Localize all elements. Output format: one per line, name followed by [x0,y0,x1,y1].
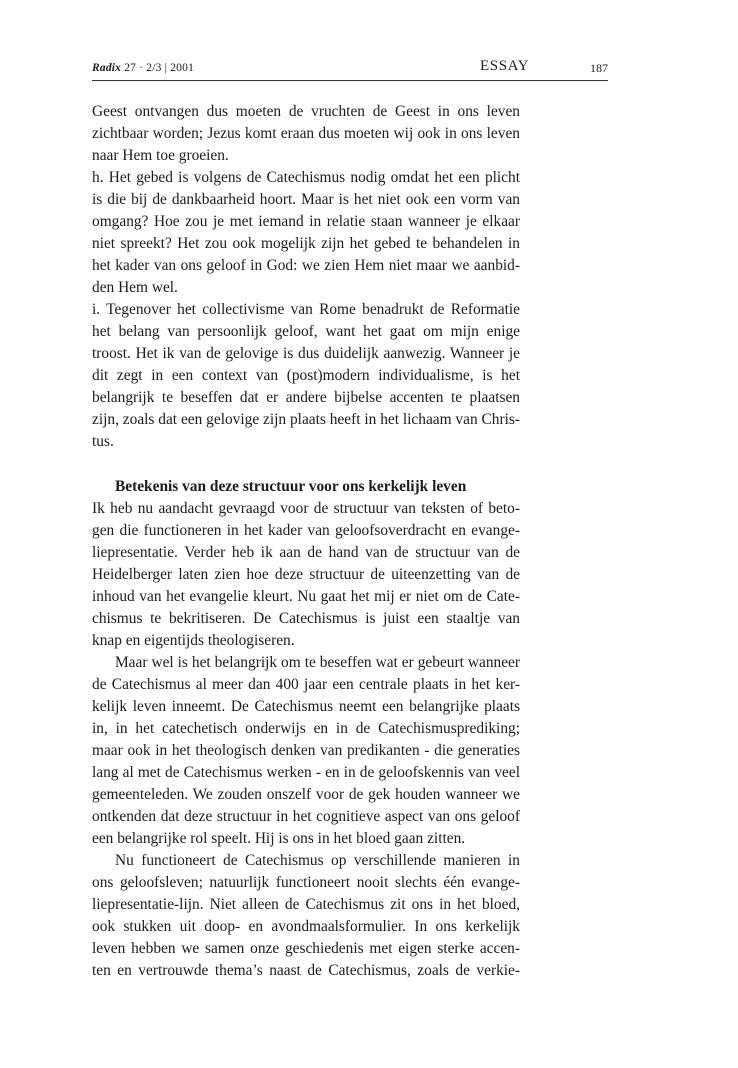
text-line: het kader van ons geloof in God: we zien Hem niet maar we aanbid- [92,257,520,274]
text-line: ten en vertrouwde thema’s naast de Catechismus, zoals de verkie- [92,962,520,979]
text-line: Maar wel is het belangrijk om te beseffen wat er gebeurt wanneer [115,654,520,671]
text-line: inhoud van het evangelie kleurt. Nu gaat het mij er niet om de Cate- [92,588,520,605]
text-line: liepresentatie-lijn. Niet alleen de Catechismus zit ons in het bloed, [92,896,520,913]
paragraph [92,498,520,652]
text-line: ons geloofsleven; natuurlijk functioneert nooit slechts één evange- [92,874,520,891]
text-line: zichtbaar worden; Jezus komt eraan dus moeten wij ook in ons leven [92,125,520,142]
text-line: het belang van persoonlijk geloof, want het gaat om mijn enige [92,323,520,340]
section-label: ESSAY [480,58,530,74]
text-line: maar ook in het theologisch denken van predikanten - die generaties [92,742,520,759]
text-line: liepresentatie. Verder heb ik aan de hand van de structuur van de [92,544,520,561]
journal-citation [92,62,194,74]
paragraph [92,101,520,167]
text-line: Geest ontvangen dus moeten de vruchten de Geest in ons leven [92,103,520,120]
text-line: in, in het catechetisch onderwijs en in de Catechismusprediking; [92,720,520,737]
text-line: belangrijk te beseffen dat er andere bijbelse accenten te plaatsen [92,389,520,406]
text-line: tus. [92,433,114,450]
text-line: ook stukken uit doop- en avondmaalsformulier. In ons kerkelijk [92,918,520,935]
paragraph [92,299,520,453]
text-line: i. Tegenover het collectivisme van Rome benadrukt de Reformatie [92,301,520,318]
text-line: naar Hem toe groeien. [92,147,229,164]
text-line: is die bij de dankbaarheid hoort. Maar is het niet ook een vorm van [92,191,520,208]
text-line: knap en eigentijds theologiseren. [92,632,295,649]
text-line: troost. Het ik van de gelovige is dus duidelijk aanwezig. Wanneer je [92,345,520,362]
text-line: de Catechismus al meer dan 400 jaar een centrale plaats in het ker- [92,676,520,693]
text-line: een belangrijke rol speelt. Hij is ons in het bloed gaan zitten. [92,830,466,847]
page-number: 187 [590,61,608,75]
text-line: ontkenden dat deze structuur in het cognitieve aspect van ons geloof [92,808,520,825]
journal-name: Radix [92,62,122,74]
text-line: lang al met de Catechismus werken - en in de geloofskennis van veel [92,764,520,781]
text-line: niet spreekt? Het zou ook mogelijk zijn het gebed te behandelen in [92,235,520,252]
issue-info: 27 · 2/3 | 2001 [124,62,195,74]
paragraph [92,850,520,982]
text-line: den Hem wel. [92,279,178,296]
section-heading: Betekenis van deze structuur voor ons kerkelijk leven [115,478,467,495]
text-line: chismus te bekritiseren. De Catechismus is juist een staaltje van [92,610,520,627]
text-line: Heidelberger laten zien hoe deze structuur de uiteenzetting van de [92,566,520,583]
paragraph [92,167,520,299]
text-line: gen die functioneren in het kader van geloofsoverdracht en evange- [92,522,520,539]
body-text [92,101,520,982]
text-line: omgang? Hoe zou je met iemand in relatie staan wanneer je elkaar [92,213,520,230]
text-line: gemeenteleden. We zouden onszelf voor de gek houden wanneer we [92,786,520,803]
text-line: dit zegt in een context van (post)modern individualisme, is het [92,367,520,384]
text-line: Nu functioneert de Catechismus op verschillende manieren in [115,852,520,869]
running-header [92,58,608,81]
text-line: leven hebben we samen onze geschiedenis met eigen sterke accen- [92,940,520,957]
text-line: h. Het gebed is volgens de Catechismus nodig omdat het een plicht [92,169,520,186]
paragraph [92,652,520,850]
text-line: kelijk leven inneemt. De Catechismus neemt een belangrijke plaats [92,698,520,715]
text-line: Ik heb nu aandacht gevraagd voor de structuur van teksten of beto- [92,500,520,517]
text-line: zijn, zoals dat een gelovige zijn plaats heeft in het lichaam van Chris- [92,411,520,428]
